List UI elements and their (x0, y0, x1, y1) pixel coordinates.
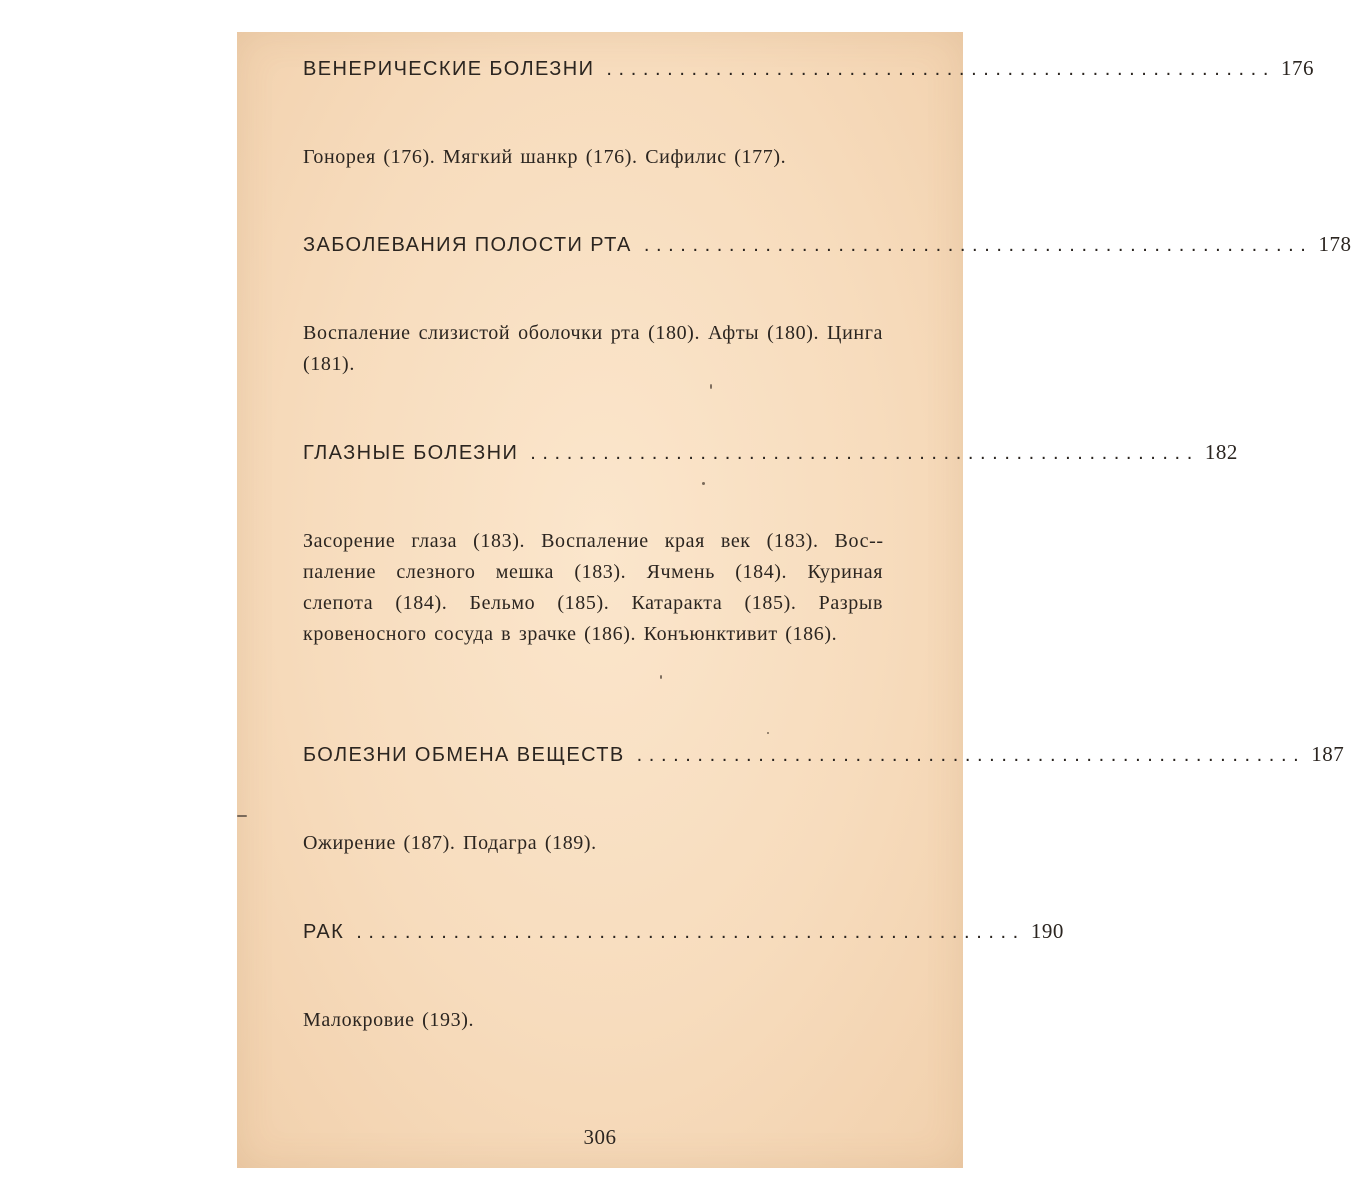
toc-heading-page: 178 (1318, 232, 1351, 256)
toc-heading-oral (303, 232, 1351, 257)
paper-speck (237, 815, 247, 817)
paper-speck (710, 384, 712, 389)
toc-heading-page: 182 (1204, 440, 1238, 464)
page-number: 306 (583, 1125, 617, 1149)
toc-heading-cancer (303, 919, 1064, 944)
toc-subtopics-venereal: Гонорея (176). Мягкий шанкр (176). Сифилис (177). (303, 146, 787, 168)
toc-heading-page: 190 (1030, 919, 1064, 943)
dot-leader: ....................................................... (530, 442, 1199, 464)
toc-subtopics-metabolism: Ожирение (187). Подагра (189). (303, 832, 597, 854)
toc-subtopics-cancer: Малокровие (193). (303, 1009, 475, 1031)
toc-heading-page: 187 (1311, 742, 1345, 766)
book-page (237, 32, 1351, 1168)
toc-heading-page: 176 (1281, 56, 1314, 80)
dot-leader: ....................................................... (643, 234, 1313, 256)
dot-leader: ....................................................... (606, 58, 1275, 80)
toc-heading-title: БОЛЕЗНИ ОБМЕНА ВЕЩЕСТВ (303, 744, 625, 766)
dot-leader: ....................................................... (356, 921, 1025, 943)
toc-heading-venereal (303, 56, 1314, 81)
paper-speck (702, 482, 705, 485)
paper-speck (660, 675, 662, 679)
toc-heading-title: ЗАБОЛЕВАНИЯ ПОЛОСТИ РТА (303, 234, 632, 256)
dot-leader: ....................................................... (636, 744, 1306, 766)
toc-subtopics-oral: Воспаление слизистой оболочки рта (180). Афты (180). Цинга (181). (303, 322, 883, 375)
paper-speck (767, 732, 769, 734)
toc-heading-title: ВЕНЕРИЧЕСКИЕ БОЛЕЗНИ (303, 58, 595, 80)
toc-heading-title: ГЛАЗНЫЕ БОЛЕЗНИ (303, 442, 519, 464)
toc-subtopics-eye: Засорение глаза (183). Воспаление края век (183). Вос-паление слезного мешка (183). Ячмень (184). Куриная слепота (184). Бельмо (185). Катаракта (185). Разрыв кровеносного сосуда в зрачке (186). Конъюнктивит (186). (303, 530, 883, 645)
toc-heading-metabolism (303, 742, 1345, 767)
toc-heading-title: РАК (303, 921, 345, 943)
toc-heading-eye (303, 440, 1238, 465)
